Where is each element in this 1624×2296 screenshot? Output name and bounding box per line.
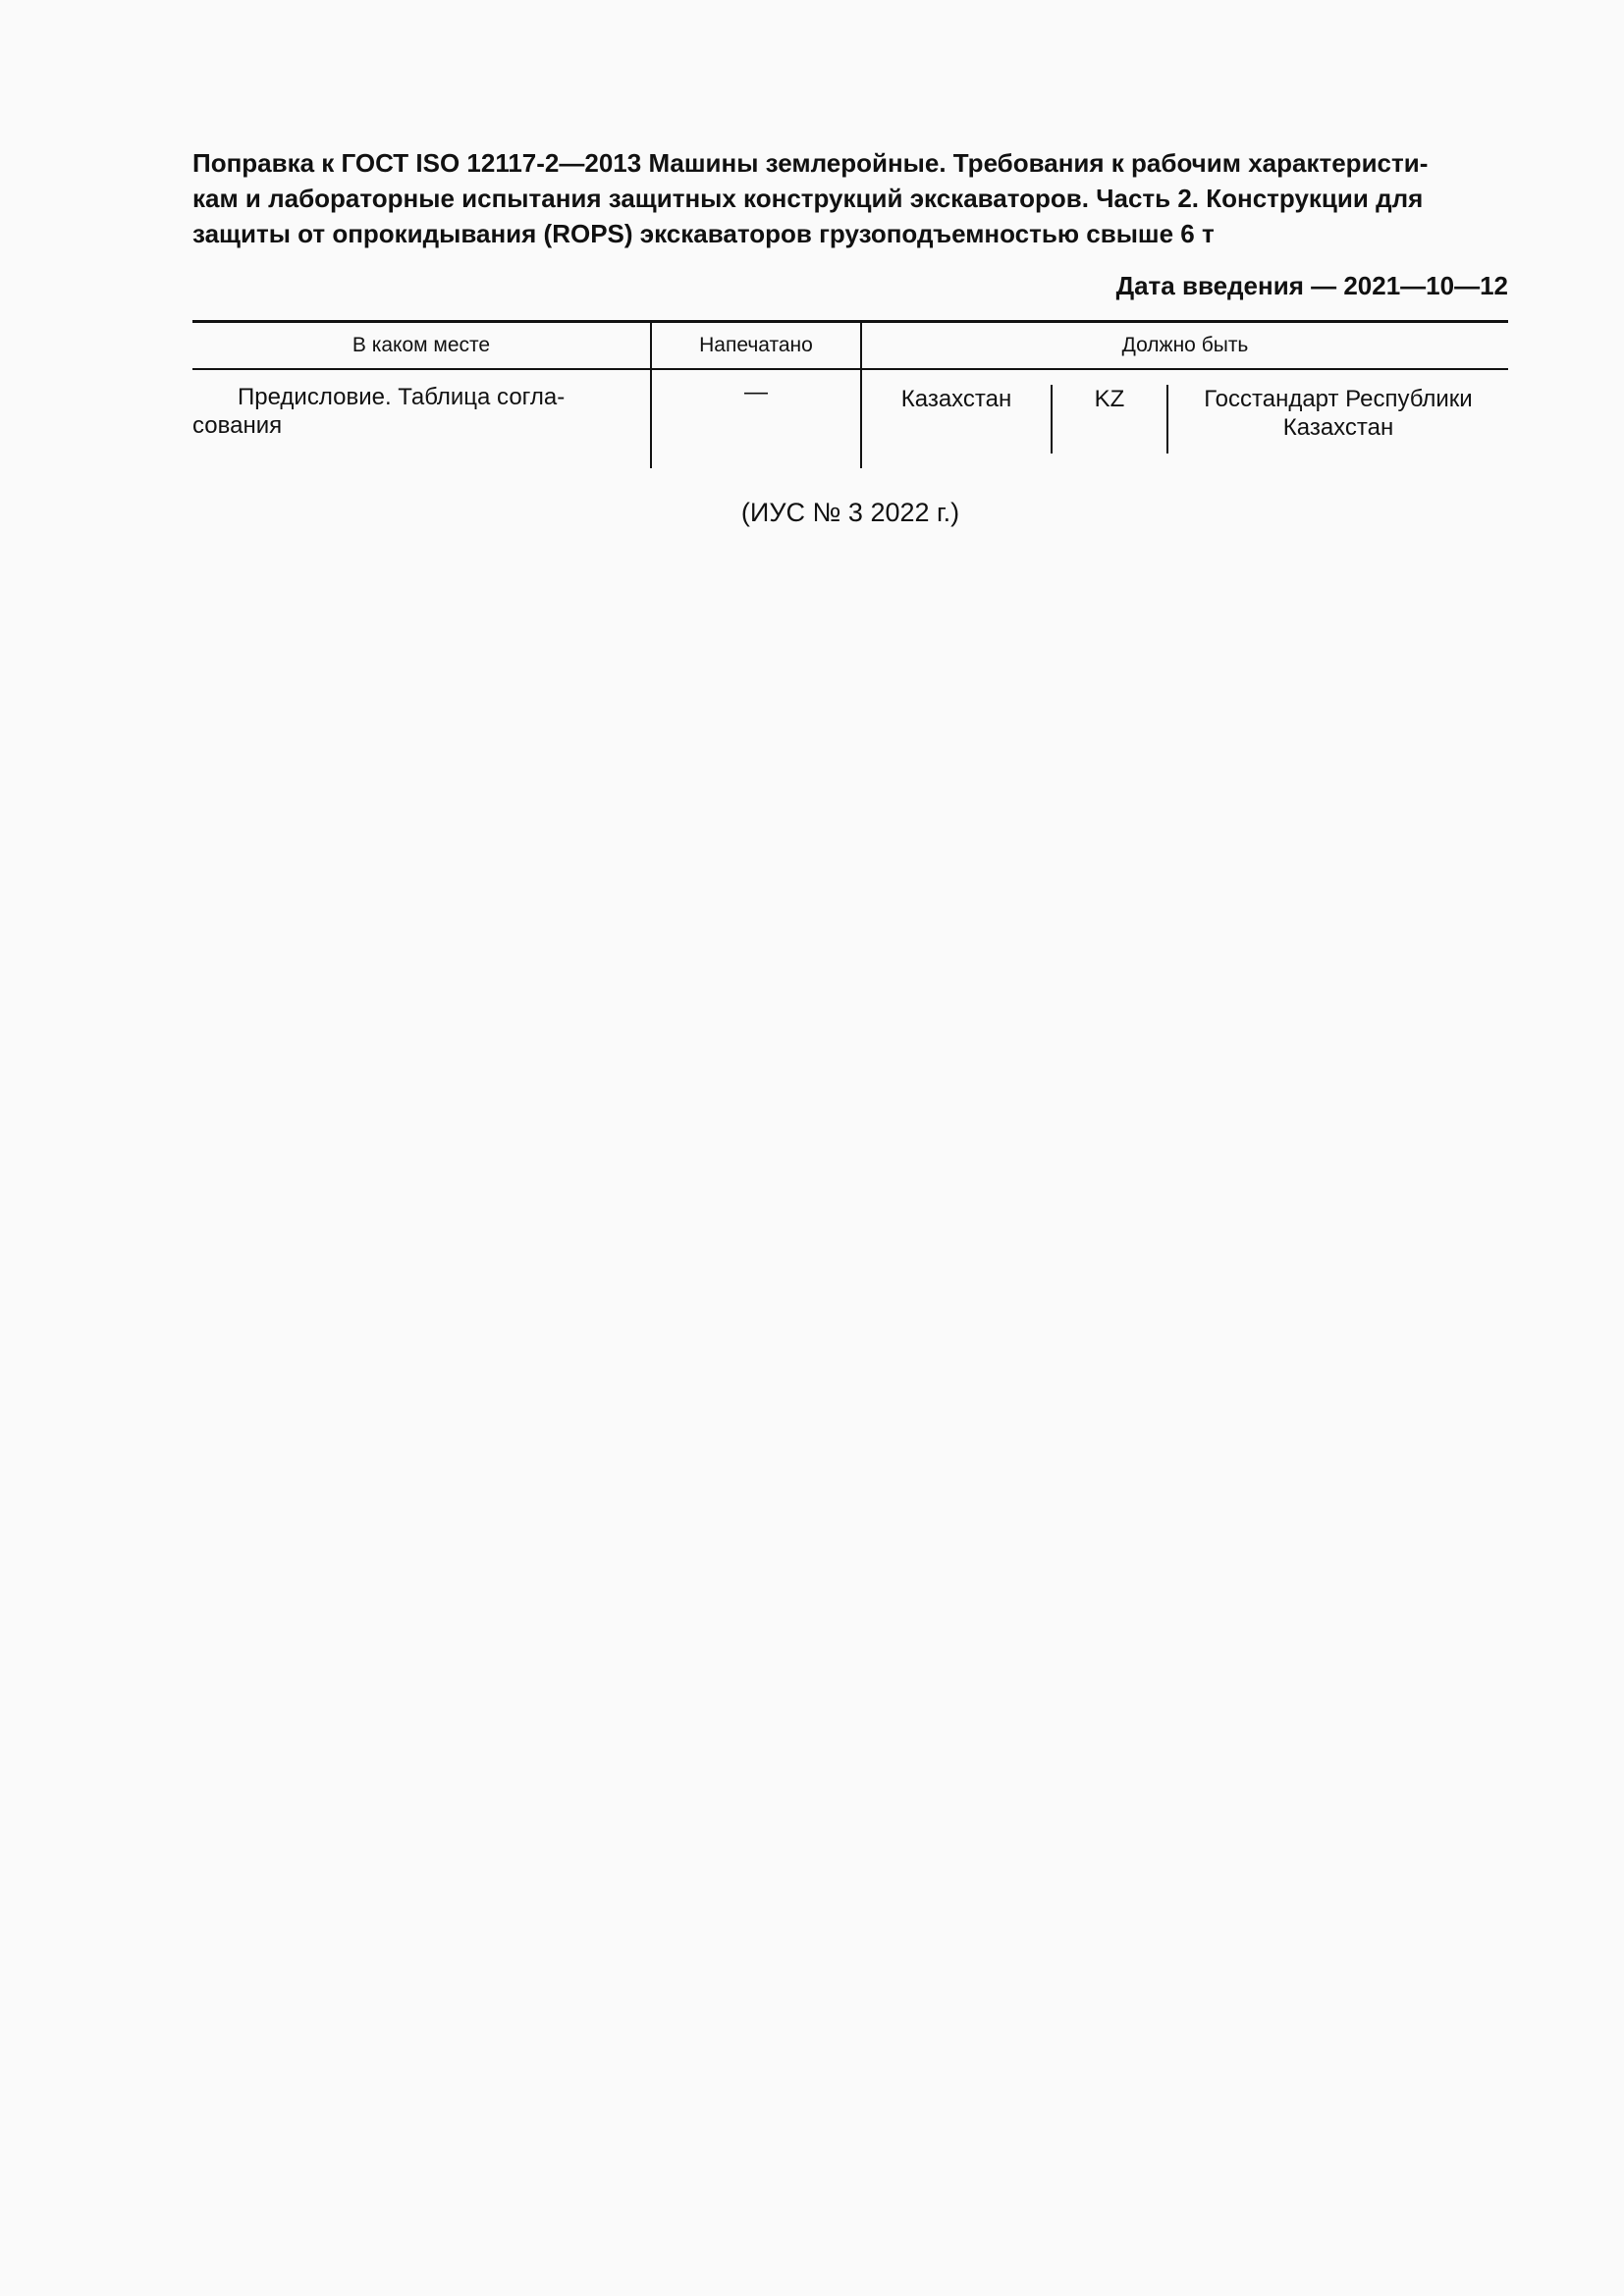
should-be-subtable (862, 385, 1508, 454)
header-place: В каком месте (192, 322, 651, 370)
header-printed: Напечатано (651, 322, 861, 370)
should-be-code: KZ (1053, 385, 1168, 454)
header-should-be: Должно быть (861, 322, 1508, 370)
document-page (192, 145, 1508, 528)
title-line-2: кам и лабораторные испытания защитных конструкций экскаваторов. Часть 2. Конструкции для (192, 184, 1424, 213)
place-line-1: Предисловие. Таблица согла- (238, 384, 566, 410)
standards-body-line-2: Казахстан (1282, 414, 1394, 441)
publication-note: (ИУС № 3 2022 г.) (740, 498, 960, 527)
should-be-standards-body (1168, 385, 1508, 454)
place-line-2: сования (192, 412, 283, 439)
table-header-row (192, 322, 1508, 370)
title-line-3: защиты от опрокидывания (ROPS) экскаваторов грузоподъемностью свыше 6 т (192, 219, 1215, 248)
cell-place (192, 369, 651, 468)
title-line-1: Поправка к ГОСТ ISO 12117-2—2013 Машины землеройные. Требования к рабочим характеристи- (192, 148, 1429, 178)
effective-date: Дата введения — 2021—10—12 (1115, 271, 1508, 300)
standards-body-line-1: Госстандарт Республики (1204, 386, 1473, 412)
cell-should-be (861, 369, 1508, 468)
correction-table (192, 320, 1508, 468)
should-be-country: Казахстан (862, 385, 1053, 454)
table-row (192, 369, 1508, 468)
cell-printed: — (651, 369, 861, 468)
document-title (192, 145, 1508, 251)
